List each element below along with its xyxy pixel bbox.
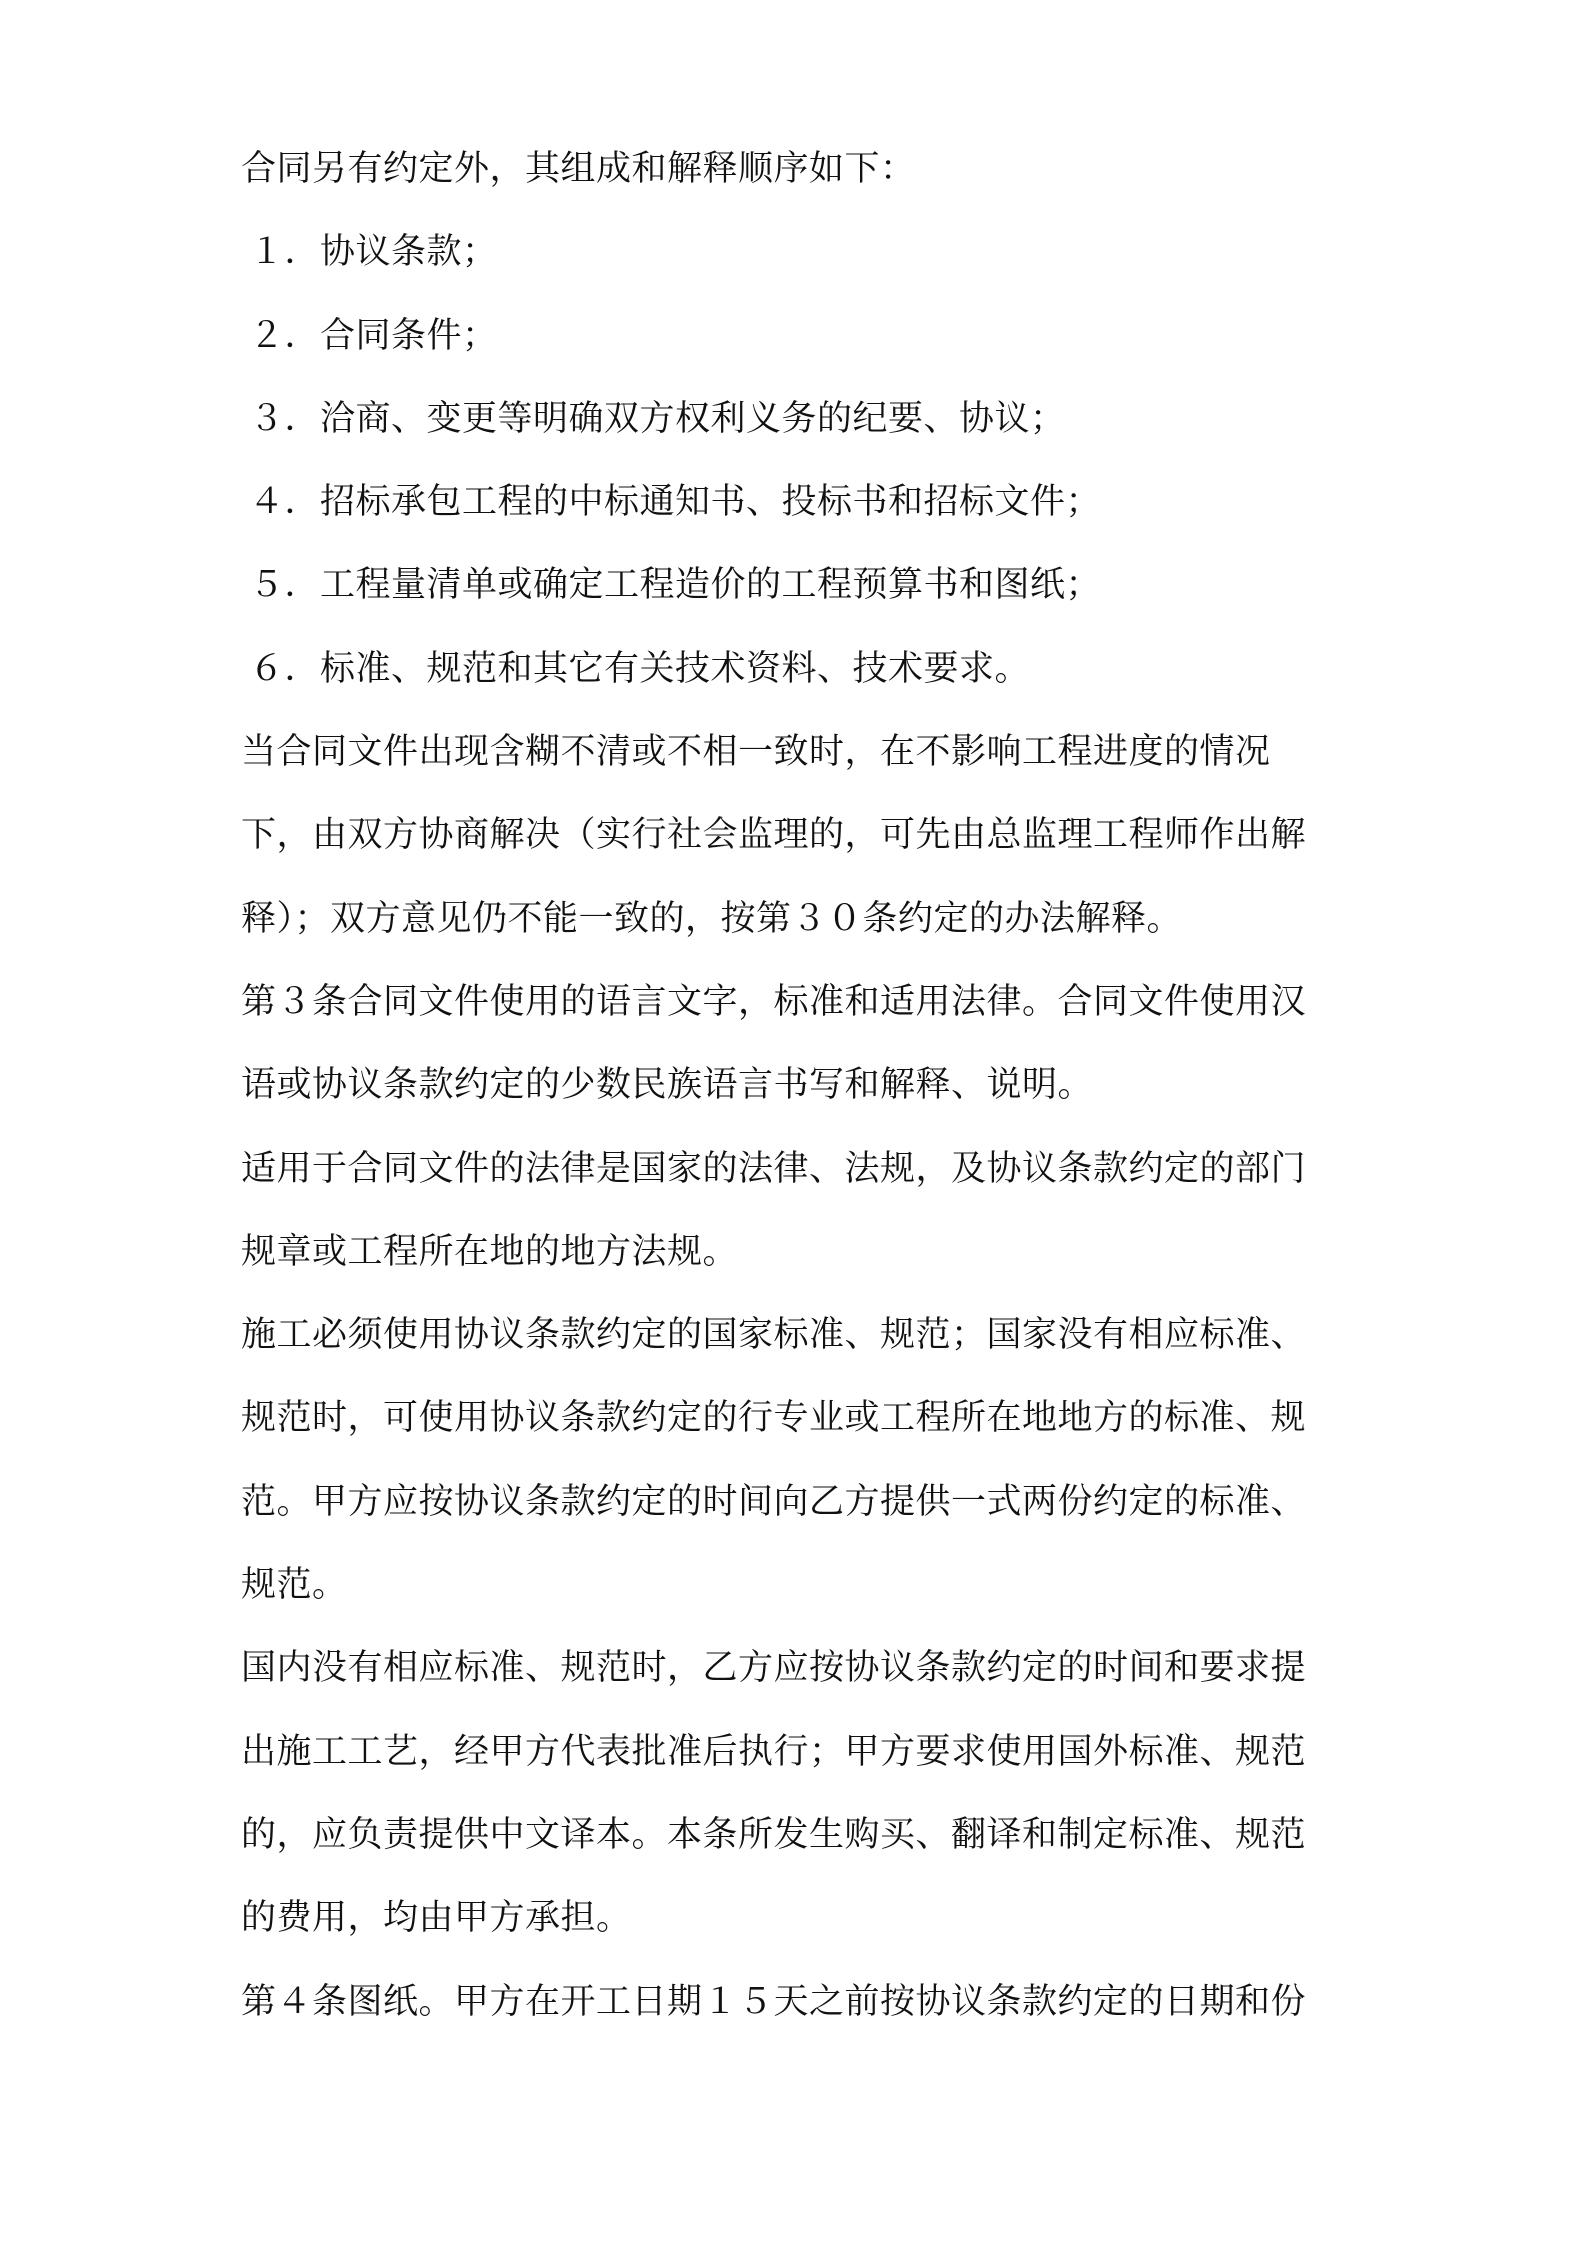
text-line: 规范。 xyxy=(241,1565,348,1606)
text-line: 释）；双方意见仍不能一致的，按第３０条约定的办法解释。 xyxy=(241,898,1183,939)
text-line: 第３条合同文件使用的语言文字，标准和适用法律。合同文件使用汉 xyxy=(241,981,1307,1022)
document-body xyxy=(241,128,1356,2044)
list-item: ４．招标承包工程的中标通知书、投标书和招标文件； xyxy=(249,482,1102,523)
text-line: 施工必须使用协议条款约定的国家标准、规范；国家没有相应标准、 xyxy=(241,1315,1307,1356)
text-line: 的，应负责提供中文译本。本条所发生购买、翻译和制定标准、规范 xyxy=(241,1814,1307,1855)
text-line: 规范时，可使用协议条款约定的行专业或工程所在地地方的标准、规 xyxy=(241,1398,1307,1439)
text-line: 范。甲方应按协议条款约定的时间向乙方提供一式两份约定的标准、 xyxy=(241,1481,1307,1522)
text-line: 规章或工程所在地的地方法规。 xyxy=(241,1231,739,1272)
text-line: 适用于合同文件的法律是国家的法律、法规，及协议条款约定的部门 xyxy=(241,1148,1307,1189)
text-line: 第４条图纸。甲方在开工日期１５天之前按协议条款约定的日期和份 xyxy=(241,1981,1307,2022)
text-line: 合同另有约定外，其组成和解释顺序如下： xyxy=(241,149,916,189)
list-item: ６．标准、规范和其它有关技术资料、技术要求。 xyxy=(249,648,1031,689)
text-line: 下，由双方协商解决（实行社会监理的，可先由总监理工程师作出解 xyxy=(241,815,1307,856)
text-line: 国内没有相应标准、规范时，乙方应按协议条款约定的时间和要求提 xyxy=(241,1648,1307,1689)
text-line: 语或协议条款约定的少数民族语言书写和解释、说明。 xyxy=(241,1065,1094,1106)
list-item: ２．合同条件； xyxy=(249,315,498,356)
list-item: １．协议条款； xyxy=(249,232,498,273)
list-item: ３．洽商、变更等明确双方权利义务的纪要、协议； xyxy=(249,398,1066,439)
text-line: 当合同文件出现含糊不清或不相一致时，在不影响工程进度的情况 xyxy=(241,732,1271,773)
text-line: 的费用，均由甲方承担。 xyxy=(241,1898,632,1939)
list-item: ５．工程量清单或确定工程造价的工程预算书和图纸； xyxy=(249,565,1102,606)
text-line: 出施工工艺，经甲方代表批准后执行；甲方要求使用国外标准、规范 xyxy=(241,1731,1307,1772)
